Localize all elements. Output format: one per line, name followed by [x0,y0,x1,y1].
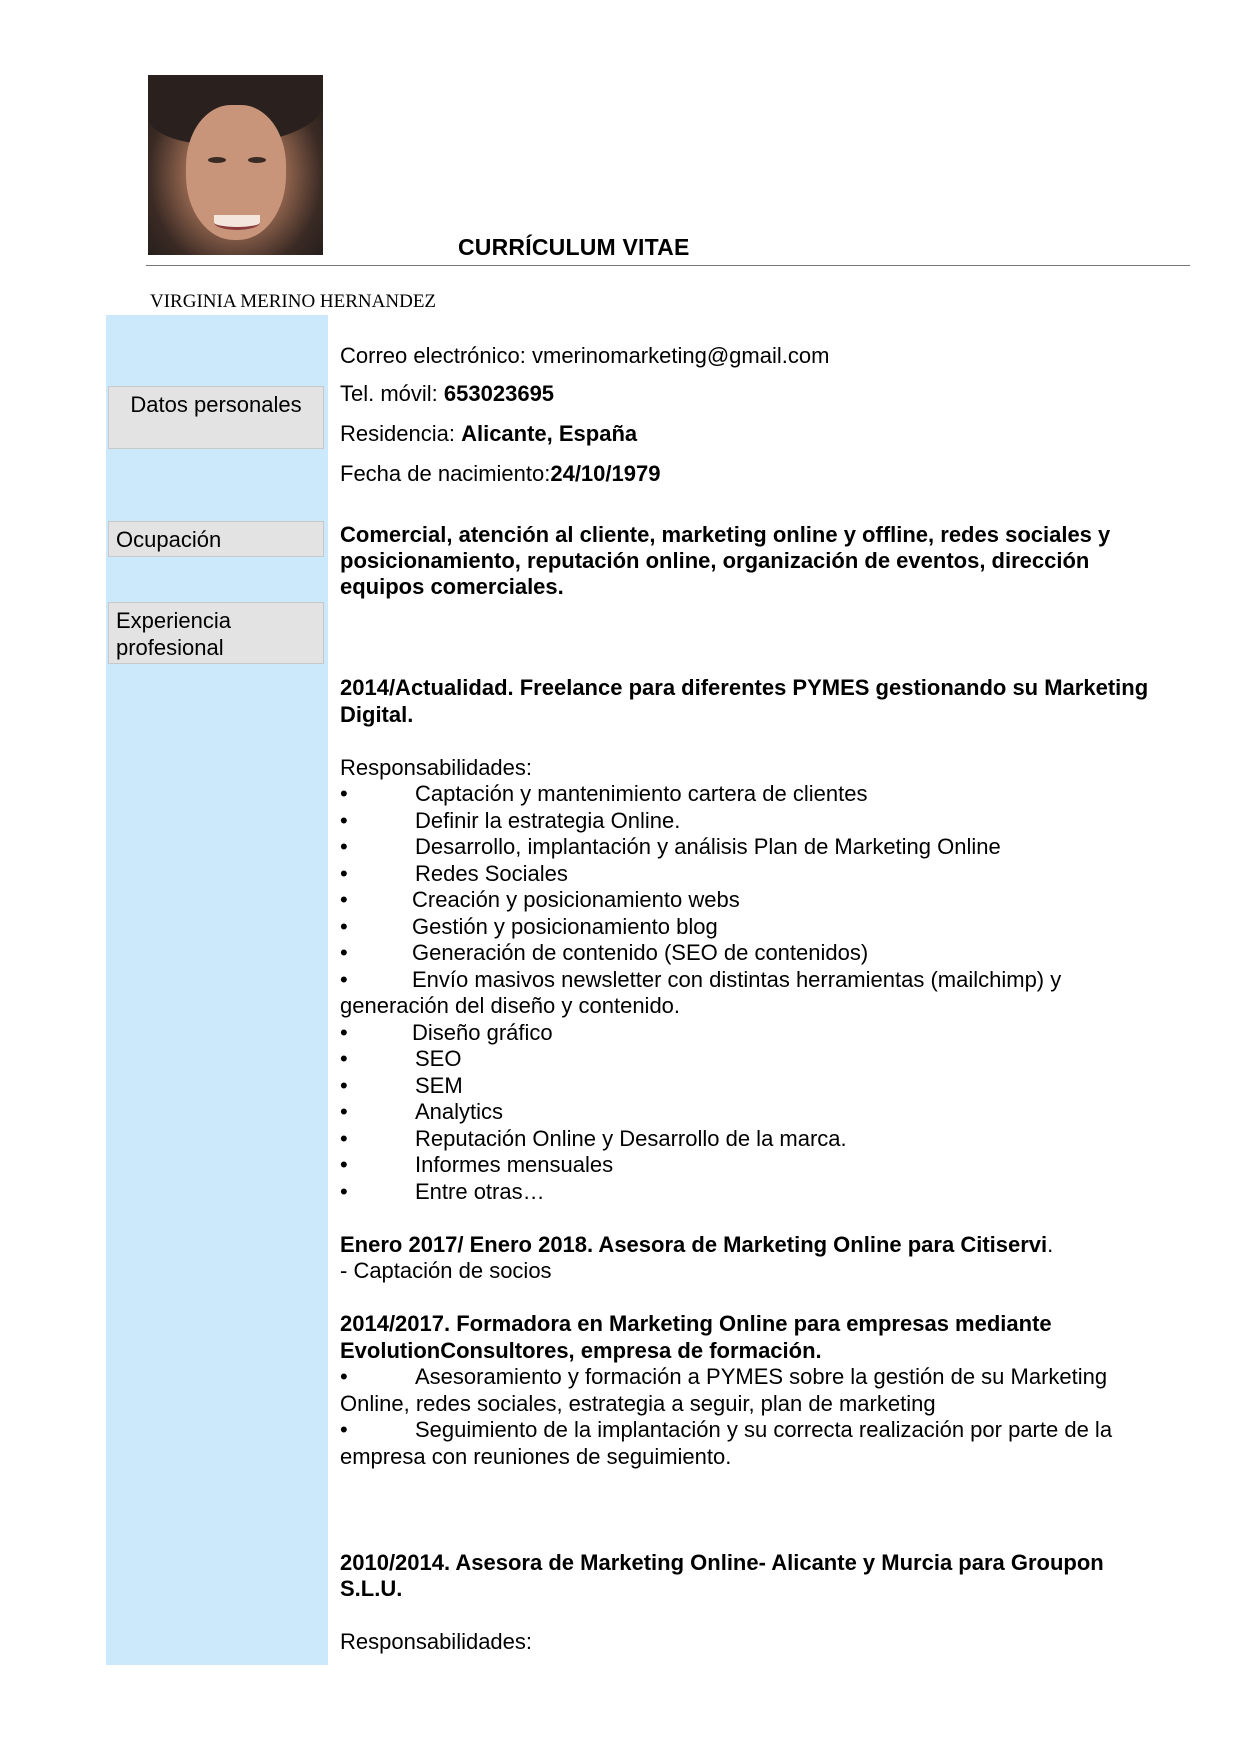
list-item: • SEO [340,1046,462,1071]
job1-resp-label: Responsabilidades: [340,754,533,780]
job1-list [340,781,1160,1205]
photo-mouth [214,215,260,230]
section-sidebar [106,315,328,1665]
section-label-experiencia: Experiencia profesional [108,602,324,664]
list-item: • Analytics [340,1099,504,1124]
residence-value: Alicante, España [461,421,638,446]
photo-eye-right [248,157,266,163]
residence-label: Residencia: [340,421,455,446]
list-item: • Envío masivos newsletter con distintas herramientas (mailchimp) y generación del diseño y contenido. [340,966,1062,1018]
email-line [340,343,829,369]
list-item: • Generación de contenido (SEO de contenidos) [340,940,869,965]
list-item: • Captación y mantenimiento cartera de clientes [340,781,868,806]
candidate-name: VIRGINIA MERINO HERNANDEZ [150,291,437,312]
list-item: • Informes mensuales [340,1152,614,1177]
list-item: • Redes Sociales [340,860,568,886]
experience-body [340,675,1160,1656]
list-item: • SEM [340,1072,463,1098]
job4-title: 2010/2014. Asesora de Marketing Online- Alicante y Murcia para Groupon S.L.U. [340,1549,1104,1601]
birth-line [340,461,660,487]
email-value: vmerinomarketing@gmail.com [532,343,830,368]
job2-item: - Captación de socios [340,1258,552,1283]
job3-title: 2014/2017. Formadora en Marketing Online para empresas mediante EvolutionConsultores, empresa de formación. [340,1311,1052,1363]
list-item: • Definir la estrategia Online. [340,807,681,833]
birth-label: Fecha de nacimiento: [340,461,551,486]
list-item: • Creación y posicionamiento webs [340,887,740,912]
list-item: • Reputación Online y Desarrollo de la marca. [340,1125,847,1151]
job4-resp-label: Responsabilidades: [340,1629,533,1654]
list-item: • Gestión y posicionamiento blog [340,913,718,939]
occupation-text: Comercial, atención al cliente, marketing online y offline, redes sociales y posicionamiento, reputación online, organización de eventos, dirección equipos comerciales. [340,522,1111,599]
list-item: • Diseño gráfico [340,1019,553,1045]
birth-value: 24/10/1979 [550,461,661,486]
document-title: CURRÍCULUM VITAE [458,234,690,260]
job2-title: Enero 2017/ Enero 2018. Asesora de Marketing Online para Citiservi [340,1231,1048,1257]
list-item: • Asesoramiento y formación a PYMES sobre la gestión de su Marketing Online, redes sociales, estrategia a seguir, plan de marketing [340,1364,1108,1416]
job2-title-line: Enero 2017/ Enero 2018. Asesora de Marketing Online para Citiservi. [340,1231,1054,1257]
email-label: Correo electrónico: [340,343,526,368]
phone-line [340,381,554,407]
job1-title: 2014/Actualidad. Freelance para diferentes PYMES gestionando su Marketing Digital. [340,675,1149,727]
list-item: • Seguimiento de la implantación y su correcta realización por parte de la empresa con reuniones de seguimiento. [340,1417,1113,1469]
section-label-ocupacion: Ocupación [108,521,324,557]
title-divider [146,265,1190,266]
photo-eye-left [208,157,226,163]
section-label-datos: Datos personales [108,386,324,449]
profile-photo [148,75,323,255]
phone-label: Tel. móvil: [340,381,438,406]
list-item: • Desarrollo, implantación y análisis Plan de Marketing Online [340,834,1001,859]
residence-line [340,421,637,447]
list-item: • Entre otras… [340,1178,545,1204]
phone-value: 653023695 [443,381,555,406]
